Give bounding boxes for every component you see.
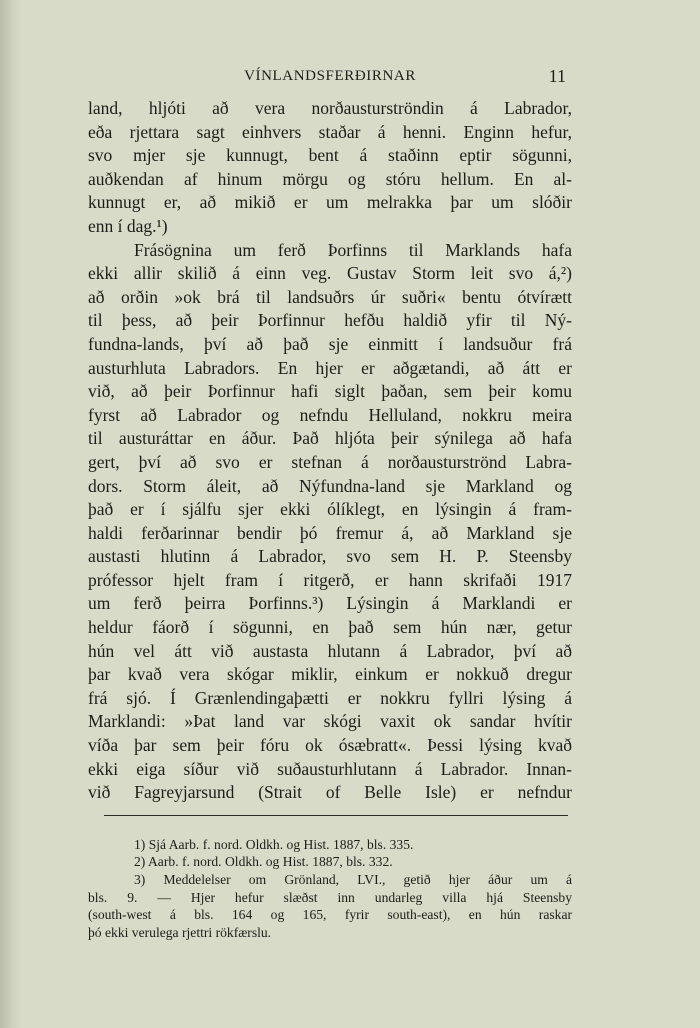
text-line: ekki eiga síður við suðausturhlutann á Labrador. Innan- — [88, 758, 572, 779]
text-line: það er í sjálfu sjer ekki ólíklegt, en lýsingin á fram- — [88, 499, 572, 520]
text-line: heldur fáorð í sögunni, en það sem hún nær, getur — [88, 617, 572, 638]
text-line: fyrst að Labrador og nefndu Helluland, nokkru meira — [88, 404, 572, 425]
text-line: svo mjer sje kunnugt, bent á staðinn eptir sögunni, — [88, 145, 572, 166]
text-line: auðkendan af hinum mörgu og stóru hellum. En al- — [88, 168, 572, 189]
text-line: haldi ferðarinnar bendir þó fremur á, að Markland sje — [88, 522, 572, 543]
text-line: kunnugt er, að mikið er um melrakka þar um slóðir — [88, 192, 572, 213]
footnote-2: 2) Aarb. f. nord. Oldkh. og Hist. 1887, bls. 332. — [134, 854, 393, 870]
text-line: að orðin »ok brá til landsuðrs úr suðri« bentu ótvírætt — [88, 286, 572, 307]
text-line: eða rjettara sagt einhvers staðar á henni. Enginn hefur, — [88, 121, 572, 142]
text-line: við, að þeir Þorfinnur hafi siglt þaðan, sem þeir komu — [88, 381, 572, 402]
footnote-3: 3) Meddelelser om Grönland, LVI., getið hjer áður um á — [134, 872, 572, 887]
running-title: VÍNLANDSFERÐIRNAR — [244, 68, 416, 84]
book-page — [88, 62, 572, 941]
text-line: prófessor hjelt fram í ritgerð, er hann skrifaði 1917 — [88, 569, 572, 590]
footnote-3-continued: bls. 9. — Hjer hefur slæðst inn undarleg villa hjá Steensby — [88, 889, 572, 905]
text-line: austasti hlutinn á Labrador, svo sem H. P. Steensby — [88, 546, 572, 567]
text-line: enn í dag.¹) — [88, 215, 168, 236]
text-line: Marklandi: »Þat land var skógi vaxit ok sandar hvítir — [88, 711, 572, 732]
text-line: víða þar sem þeir fóru ok ósæbratt«. Þessi lýsing kvað — [88, 735, 572, 756]
footnote-3-continued: þó ekki verulega rjettri rökfærslu. — [88, 924, 272, 940]
body-text — [88, 97, 572, 805]
footnotes — [88, 836, 572, 942]
text-line: við Fagreyjarsund (Strait of Belle Isle) er nefndur — [88, 782, 572, 803]
text-line: hún vel átt við austasta hlutann á Labrador, því að — [88, 640, 572, 661]
text-line: ekki allir skilið á einn veg. Gustav Storm leit svo á,²) — [88, 263, 572, 284]
footnote-rule — [104, 815, 568, 816]
book-spine-shadow — [0, 0, 22, 1028]
text-line: gert, því að svo er stefnan á norðausturströnd Labra- — [88, 451, 572, 472]
text-line: Frásögnina um ferð Þorfinns til Marklands hafa — [134, 239, 572, 260]
running-head — [88, 62, 572, 92]
page-number: 11 — [548, 66, 566, 86]
text-line: til þess, að þeir Þorfinnur hefðu haldið yfir til Ný- — [88, 310, 572, 331]
text-line: dors. Storm áleit, að Nýfundna-land sje Markland og — [88, 475, 572, 496]
text-line: land, hljóti að vera norðausturströndin á Labrador, — [88, 98, 572, 118]
text-line: þar kvað vera skógar miklir, einkum er nokkuð dregur — [88, 664, 572, 685]
text-line: fundna-lands, því að það sje einmitt í landsuður frá — [88, 333, 572, 354]
text-line: austurhluta Labradors. En hjer er aðgætandi, að átt er — [88, 357, 572, 378]
footnote-1: 1) Sjá Aarb. f. nord. Oldkh. og Hist. 1887, bls. 335. — [134, 836, 414, 852]
footnote-3-continued: (south-west á bls. 164 og 165, fyrir south-east), en hún raskar — [88, 907, 572, 923]
text-line: til austuráttar en áður. Það hljóta þeir sýnilega að hafa — [88, 428, 572, 449]
text-line: frá sjó. Í Grænlendingaþætti er nokkru fyllri lýsing á — [88, 687, 572, 708]
text-line: um ferð þeirra Þorfinns.³) Lýsingin á Marklandi er — [88, 593, 572, 614]
